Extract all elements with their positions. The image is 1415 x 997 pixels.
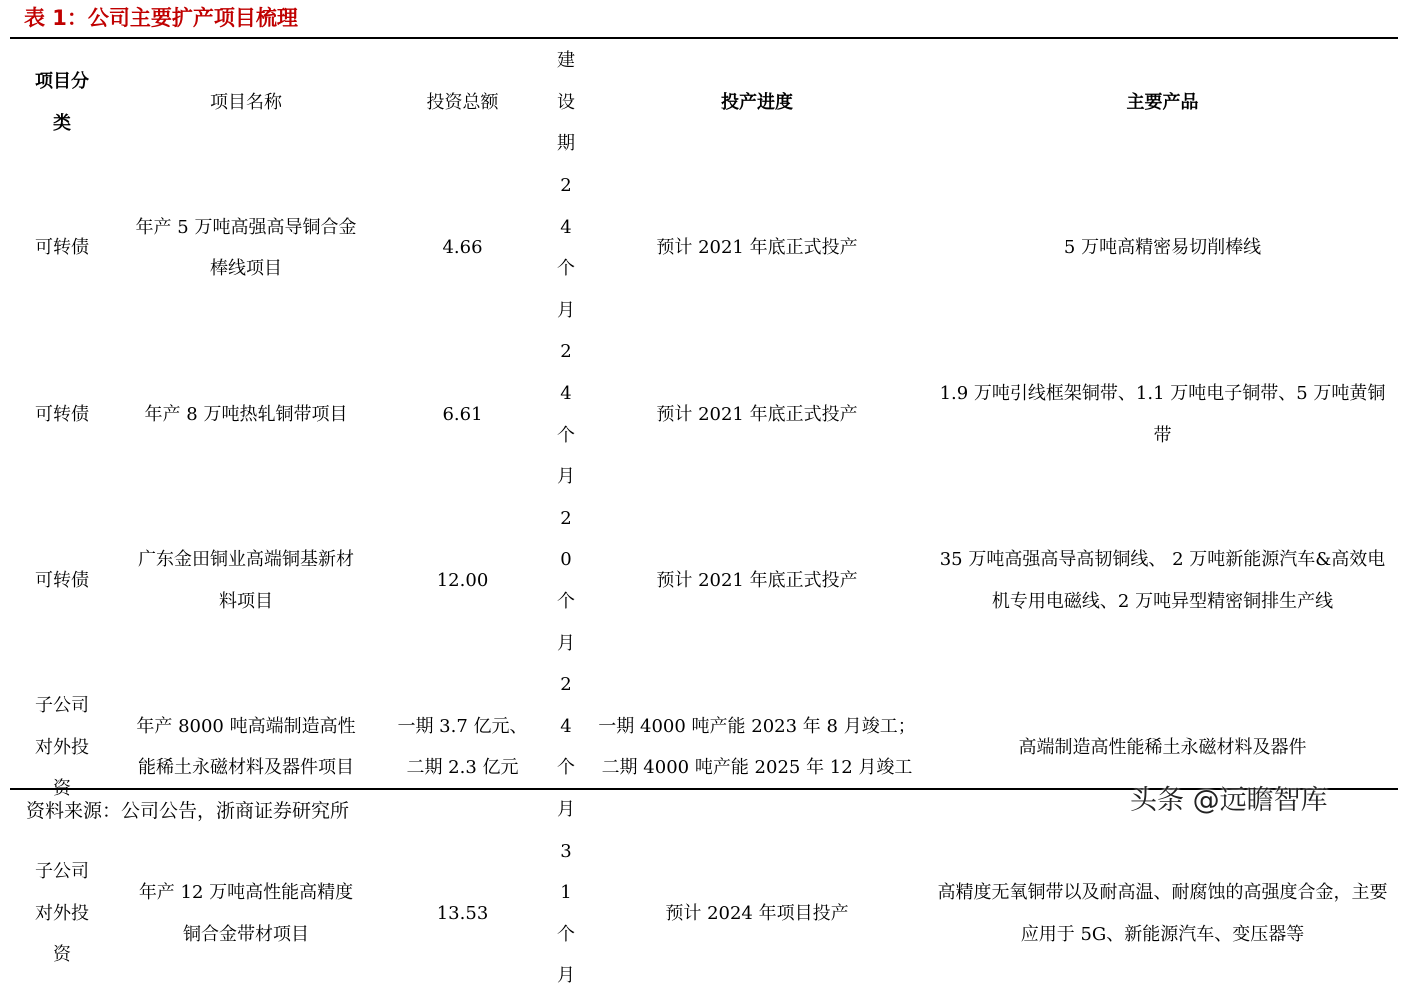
table-title: 表 1：公司主要扩产项目梳理 — [24, 6, 298, 30]
cell-progress: 预计 2021 年底正式投产 — [656, 403, 858, 425]
cell-investment: 12.00 — [436, 570, 489, 592]
cell-investment: 4.66 — [442, 237, 483, 259]
header-progress: 投产进度 — [721, 91, 793, 113]
cell-products: 5 万吨高精密易切削棒线 — [1063, 237, 1262, 259]
cell-products: 高端制造高性能稀土永磁材料及器件 — [1018, 736, 1307, 758]
cell-category: 子公司对外投资 — [35, 861, 89, 966]
cell-category: 可转债 — [35, 237, 89, 259]
cell-period: 24个月 — [557, 674, 575, 820]
header-investment: 投资总额 — [426, 91, 499, 113]
cell-products: 高精度无氧铜带以及耐高温、耐腐蚀的高强度合金，主要应用于 5G、新能源汽车、变压器等 — [937, 882, 1388, 945]
header-period: 建设期 — [557, 50, 575, 155]
header-category: 项目分类 — [35, 70, 89, 134]
cell-progress: 预计 2021 年底正式投产 — [656, 570, 858, 592]
cell-period: 20个月 — [557, 507, 575, 654]
top-rule — [10, 37, 1398, 39]
cell-progress: 一期 4000 吨产能 2023 年 8 月竣工；二期 4000 吨产能 2025 年 12 月竣工 — [598, 715, 916, 779]
table-row — [12, 498, 1398, 664]
table-header — [12, 40, 1398, 165]
cell-project-name: 年产 8000 吨高端制造高性能稀土永磁材料及器件项目 — [136, 715, 356, 779]
watermark: 头条 @远瞻智库 — [1130, 785, 1328, 816]
table-row — [12, 831, 1398, 997]
cell-project-name: 广东金田铜业高端铜基新材料项目 — [138, 549, 354, 612]
cell-category: 子公司对外投资 — [35, 694, 89, 800]
cell-category: 可转债 — [35, 403, 89, 425]
cell-progress: 预计 2024 年项目投产 — [665, 902, 849, 924]
cell-period: 24个月 — [557, 175, 575, 321]
header-products: 主要产品 — [1126, 91, 1199, 113]
cell-period: 24个月 — [557, 341, 575, 488]
cell-investment: 一期 3.7 亿元、二期 2.3 亿元 — [397, 715, 528, 779]
cell-period: 31个月 — [557, 840, 575, 987]
cell-investment: 6.61 — [442, 403, 483, 425]
header-name: 项目名称 — [210, 91, 282, 113]
source-note: 资料来源：公司公告，浙商证券研究所 — [26, 800, 350, 822]
cell-category: 可转债 — [35, 570, 89, 592]
cell-project-name: 年产 8 万吨热轧铜带项目 — [144, 403, 348, 425]
cell-products: 35 万吨高强高导高韧铜线、 2 万吨新能源汽车&高效电机专用电磁线、2 万吨异型精密铜排生产线 — [939, 549, 1386, 612]
cell-progress: 预计 2021 年底正式投产 — [656, 237, 858, 259]
cell-project-name: 年产 5 万吨高强高导铜合金棒线项目 — [135, 216, 357, 280]
projects-table — [12, 40, 1398, 997]
table-row — [12, 165, 1398, 331]
cell-investment: 13.53 — [436, 902, 489, 924]
cell-products: 1.9 万吨引线框架铜带、1.1 万吨电子铜带、5 万吨黄铜带 — [939, 382, 1386, 446]
table-row — [12, 331, 1398, 497]
cell-project-name: 年产 12 万吨高性能高精度铜合金带材项目 — [138, 882, 354, 945]
